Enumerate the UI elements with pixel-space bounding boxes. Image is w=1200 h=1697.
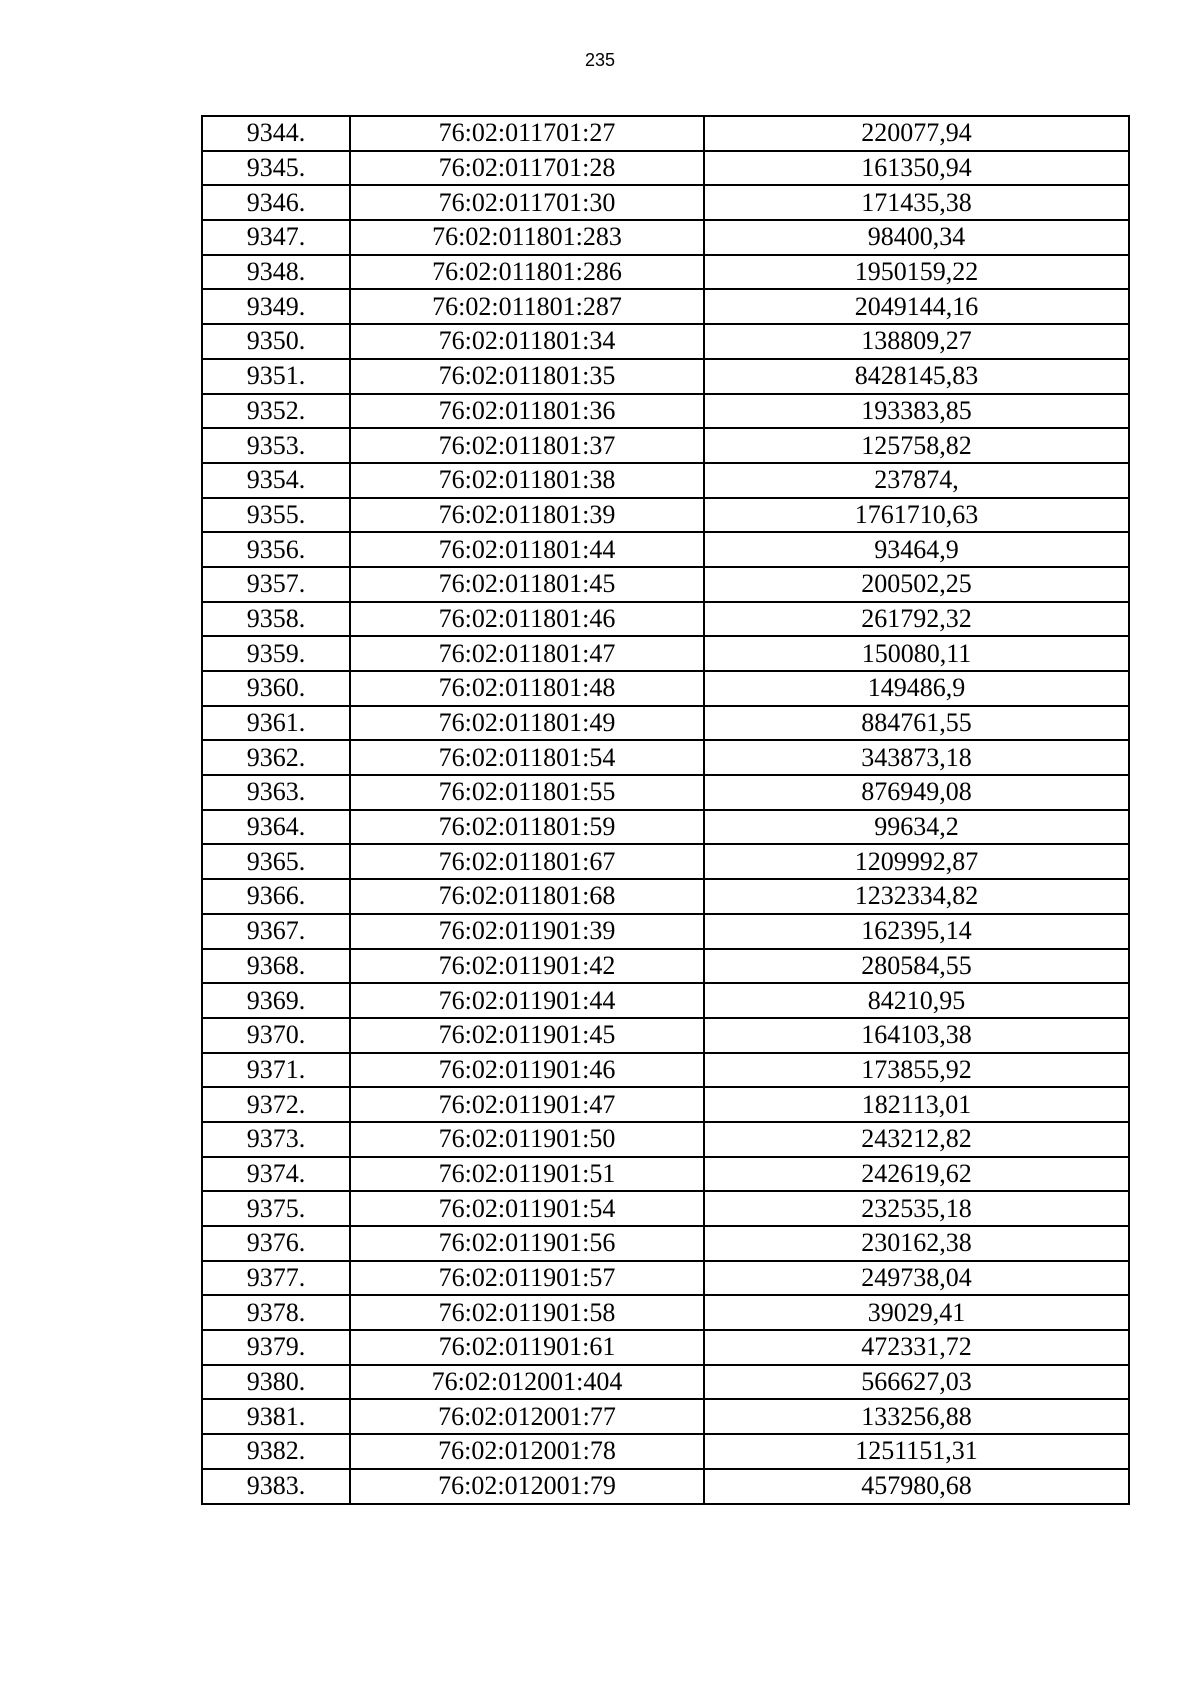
table-row	[202, 1330, 1129, 1365]
cadastral-number-cell: 76:02:011801:34	[350, 324, 704, 359]
table-row	[202, 636, 1129, 671]
table-row	[202, 220, 1129, 255]
cadastral-number-cell: 76:02:011701:28	[350, 151, 704, 186]
table-row	[202, 1434, 1129, 1469]
row-number-cell: 9360.	[202, 671, 350, 706]
table-row	[202, 983, 1129, 1018]
value-cell: 182113,01	[704, 1087, 1129, 1122]
row-number-cell: 9357.	[202, 567, 350, 602]
value-cell: 1761710,63	[704, 498, 1129, 533]
value-cell: 249738,04	[704, 1261, 1129, 1296]
value-cell: 150080,11	[704, 636, 1129, 671]
table-row	[202, 671, 1129, 706]
row-number-cell: 9355.	[202, 498, 350, 533]
value-cell: 566627,03	[704, 1365, 1129, 1400]
cadastral-number-cell: 76:02:011901:45	[350, 1018, 704, 1053]
table-row	[202, 1399, 1129, 1434]
value-cell: 93464,9	[704, 532, 1129, 567]
cadastral-number-cell: 76:02:011901:42	[350, 949, 704, 984]
table-row	[202, 428, 1129, 463]
value-cell: 280584,55	[704, 949, 1129, 984]
value-cell: 457980,68	[704, 1469, 1129, 1504]
cadastral-number-cell: 76:02:011801:35	[350, 359, 704, 394]
value-cell: 261792,32	[704, 602, 1129, 637]
cadastral-number-cell: 76:02:011801:45	[350, 567, 704, 602]
value-cell: 1209992,87	[704, 844, 1129, 879]
table-row	[202, 1018, 1129, 1053]
cadastral-number-cell: 76:02:011901:57	[350, 1261, 704, 1296]
row-number-cell: 9344.	[202, 116, 350, 151]
table-row	[202, 1365, 1129, 1400]
row-number-cell: 9356.	[202, 532, 350, 567]
table-row	[202, 324, 1129, 359]
value-cell: 232535,18	[704, 1191, 1129, 1226]
row-number-cell: 9365.	[202, 844, 350, 879]
table-row	[202, 498, 1129, 533]
row-number-cell: 9369.	[202, 983, 350, 1018]
row-number-cell: 9346.	[202, 185, 350, 220]
row-number-cell: 9370.	[202, 1018, 350, 1053]
row-number-cell: 9351.	[202, 359, 350, 394]
value-cell: 149486,9	[704, 671, 1129, 706]
row-number-cell: 9361.	[202, 706, 350, 741]
cadastral-number-cell: 76:02:011801:38	[350, 463, 704, 498]
table-row	[202, 775, 1129, 810]
row-number-cell: 9352.	[202, 394, 350, 429]
table-row	[202, 740, 1129, 775]
cadastral-number-cell: 76:02:011701:30	[350, 185, 704, 220]
value-cell: 343873,18	[704, 740, 1129, 775]
row-number-cell: 9348.	[202, 255, 350, 290]
cadastral-value-table	[201, 115, 1130, 1505]
table-row	[202, 394, 1129, 429]
cadastral-number-cell: 76:02:011901:51	[350, 1157, 704, 1192]
table-row	[202, 151, 1129, 186]
value-cell: 99634,2	[704, 810, 1129, 845]
cadastral-number-cell: 76:02:011801:54	[350, 740, 704, 775]
row-number-cell: 9349.	[202, 289, 350, 324]
value-cell: 125758,82	[704, 428, 1129, 463]
table-row	[202, 602, 1129, 637]
value-cell: 884761,55	[704, 706, 1129, 741]
cadastral-number-cell: 76:02:011801:49	[350, 706, 704, 741]
row-number-cell: 9373.	[202, 1122, 350, 1157]
row-number-cell: 9367.	[202, 914, 350, 949]
cadastral-number-cell: 76:02:011801:286	[350, 255, 704, 290]
value-cell: 193383,85	[704, 394, 1129, 429]
table-row	[202, 1122, 1129, 1157]
row-number-cell: 9382.	[202, 1434, 350, 1469]
value-cell: 1232334,82	[704, 879, 1129, 914]
cadastral-number-cell: 76:02:011901:46	[350, 1053, 704, 1088]
row-number-cell: 9359.	[202, 636, 350, 671]
table-row	[202, 255, 1129, 290]
value-cell: 39029,41	[704, 1295, 1129, 1330]
row-number-cell: 9378.	[202, 1295, 350, 1330]
table-row	[202, 879, 1129, 914]
cadastral-number-cell: 76:02:011801:47	[350, 636, 704, 671]
value-cell: 237874,	[704, 463, 1129, 498]
value-cell: 173855,92	[704, 1053, 1129, 1088]
cadastral-number-cell: 76:02:011801:59	[350, 810, 704, 845]
value-cell: 1251151,31	[704, 1434, 1129, 1469]
page-number: 235	[584, 50, 616, 70]
cadastral-number-cell: 76:02:011801:44	[350, 532, 704, 567]
row-number-cell: 9374.	[202, 1157, 350, 1192]
value-cell: 84210,95	[704, 983, 1129, 1018]
cadastral-number-cell: 76:02:011901:39	[350, 914, 704, 949]
cadastral-number-cell: 76:02:012001:404	[350, 1365, 704, 1400]
value-cell: 138809,27	[704, 324, 1129, 359]
table-row	[202, 567, 1129, 602]
row-number-cell: 9368.	[202, 949, 350, 984]
table-row	[202, 1157, 1129, 1192]
row-number-cell: 9350.	[202, 324, 350, 359]
cadastral-number-cell: 76:02:011801:68	[350, 879, 704, 914]
table-row	[202, 1261, 1129, 1296]
table-row	[202, 914, 1129, 949]
value-cell: 876949,08	[704, 775, 1129, 810]
table-row	[202, 810, 1129, 845]
row-number-cell: 9375.	[202, 1191, 350, 1226]
value-cell: 243212,82	[704, 1122, 1129, 1157]
table-row	[202, 1087, 1129, 1122]
row-number-cell: 9383.	[202, 1469, 350, 1504]
cadastral-number-cell: 76:02:011901:50	[350, 1122, 704, 1157]
cadastral-number-cell: 76:02:011901:47	[350, 1087, 704, 1122]
value-cell: 161350,94	[704, 151, 1129, 186]
row-number-cell: 9347.	[202, 220, 350, 255]
cadastral-number-cell: 76:02:011801:283	[350, 220, 704, 255]
row-number-cell: 9364.	[202, 810, 350, 845]
row-number-cell: 9353.	[202, 428, 350, 463]
cadastral-number-cell: 76:02:011801:36	[350, 394, 704, 429]
value-cell: 200502,25	[704, 567, 1129, 602]
value-cell: 1950159,22	[704, 255, 1129, 290]
table-row	[202, 289, 1129, 324]
table-body	[202, 116, 1129, 1504]
row-number-cell: 9379.	[202, 1330, 350, 1365]
value-cell: 171435,38	[704, 185, 1129, 220]
row-number-cell: 9372.	[202, 1087, 350, 1122]
row-number-cell: 9358.	[202, 602, 350, 637]
cadastral-number-cell: 76:02:011801:67	[350, 844, 704, 879]
value-cell: 230162,38	[704, 1226, 1129, 1261]
table-row	[202, 1226, 1129, 1261]
cadastral-number-cell: 76:02:012001:79	[350, 1469, 704, 1504]
cadastral-number-cell: 76:02:011801:287	[350, 289, 704, 324]
value-cell: 98400,34	[704, 220, 1129, 255]
cadastral-number-cell: 76:02:012001:78	[350, 1434, 704, 1469]
row-number-cell: 9362.	[202, 740, 350, 775]
table-row	[202, 949, 1129, 984]
value-cell: 164103,38	[704, 1018, 1129, 1053]
value-cell: 133256,88	[704, 1399, 1129, 1434]
cadastral-number-cell: 76:02:011801:39	[350, 498, 704, 533]
table-row	[202, 185, 1129, 220]
cadastral-number-cell: 76:02:011801:55	[350, 775, 704, 810]
table-row	[202, 706, 1129, 741]
row-number-cell: 9381.	[202, 1399, 350, 1434]
row-number-cell: 9380.	[202, 1365, 350, 1400]
table-row	[202, 1053, 1129, 1088]
cadastral-number-cell: 76:02:011901:54	[350, 1191, 704, 1226]
cadastral-number-cell: 76:02:012001:77	[350, 1399, 704, 1434]
table-row	[202, 1295, 1129, 1330]
value-cell: 242619,62	[704, 1157, 1129, 1192]
table-row	[202, 463, 1129, 498]
cadastral-number-cell: 76:02:011801:46	[350, 602, 704, 637]
row-number-cell: 9371.	[202, 1053, 350, 1088]
row-number-cell: 9377.	[202, 1261, 350, 1296]
cadastral-number-cell: 76:02:011801:37	[350, 428, 704, 463]
value-cell: 2049144,16	[704, 289, 1129, 324]
cadastral-number-cell: 76:02:011701:27	[350, 116, 704, 151]
row-number-cell: 9345.	[202, 151, 350, 186]
row-number-cell: 9363.	[202, 775, 350, 810]
table-row	[202, 844, 1129, 879]
value-cell: 472331,72	[704, 1330, 1129, 1365]
value-cell: 8428145,83	[704, 359, 1129, 394]
table-row	[202, 359, 1129, 394]
cadastral-number-cell: 76:02:011901:44	[350, 983, 704, 1018]
row-number-cell: 9366.	[202, 879, 350, 914]
row-number-cell: 9376.	[202, 1226, 350, 1261]
value-cell: 220077,94	[704, 116, 1129, 151]
cadastral-number-cell: 76:02:011801:48	[350, 671, 704, 706]
value-cell: 162395,14	[704, 914, 1129, 949]
table-row	[202, 1469, 1129, 1504]
table-row	[202, 116, 1129, 151]
cadastral-number-cell: 76:02:011901:58	[350, 1295, 704, 1330]
cadastral-number-cell: 76:02:011901:61	[350, 1330, 704, 1365]
table-row	[202, 1191, 1129, 1226]
table-row	[202, 532, 1129, 567]
cadastral-number-cell: 76:02:011901:56	[350, 1226, 704, 1261]
row-number-cell: 9354.	[202, 463, 350, 498]
